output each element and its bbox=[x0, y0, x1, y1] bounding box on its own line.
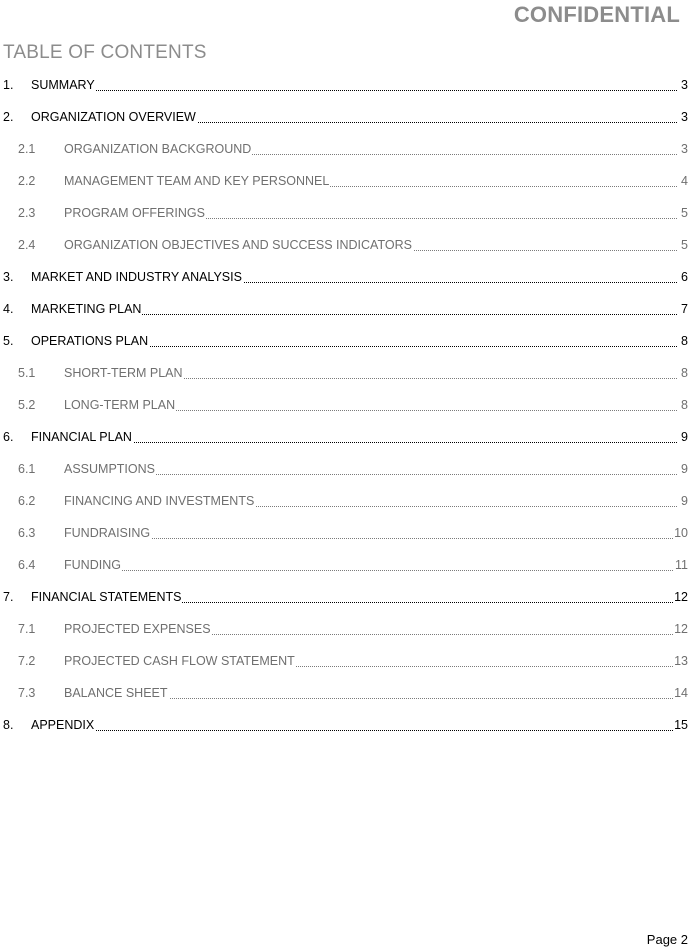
page-number: Page 2 bbox=[646, 932, 688, 947]
toc-entry[interactable] bbox=[0, 73, 691, 105]
toc-entry-title[interactable]: ASSUMPTIONS bbox=[64, 462, 155, 476]
toc-entry[interactable] bbox=[0, 137, 691, 169]
toc-entry-title[interactable]: MARKETING PLAN bbox=[31, 302, 142, 316]
toc-entry-page[interactable]: 14 bbox=[674, 686, 688, 700]
toc-entry-page[interactable]: 9 bbox=[681, 462, 688, 476]
toc-entry[interactable] bbox=[0, 649, 691, 681]
toc-entry-title[interactable]: PROGRAM OFFERINGS bbox=[64, 206, 205, 220]
toc-entry-page[interactable]: 9 bbox=[681, 494, 688, 508]
toc-dot-leader bbox=[64, 569, 677, 571]
toc-entry[interactable] bbox=[0, 329, 691, 361]
toc-entry-title[interactable]: PROJECTED EXPENSES bbox=[64, 622, 211, 636]
toc-entry-number: 5. bbox=[3, 334, 14, 348]
toc-entry-page[interactable]: 7 bbox=[681, 302, 688, 316]
toc-entry[interactable] bbox=[0, 457, 691, 489]
toc-entry-title[interactable]: FINANCING AND INVESTMENTS bbox=[64, 494, 255, 508]
toc-entry[interactable] bbox=[0, 201, 691, 233]
toc-entry[interactable] bbox=[0, 233, 691, 265]
toc-dot-leader bbox=[31, 89, 677, 91]
toc-entry[interactable] bbox=[0, 713, 691, 745]
toc-entry-title[interactable]: ORGANIZATION OBJECTIVES AND SUCCESS INDICATORS bbox=[64, 238, 412, 252]
toc-entry[interactable] bbox=[0, 297, 691, 329]
toc-entry-number: 8. bbox=[3, 718, 14, 732]
toc-entry-number: 6.3 bbox=[18, 526, 36, 540]
toc-dot-leader bbox=[31, 729, 677, 731]
toc-entry-title[interactable]: LONG-TERM PLAN bbox=[64, 398, 176, 412]
toc-entry-number: 6.1 bbox=[18, 462, 36, 476]
toc-entry-number: 1. bbox=[3, 78, 14, 92]
toc-entry-number: 6. bbox=[3, 430, 14, 444]
toc-entry-page[interactable]: 12 bbox=[674, 622, 688, 636]
toc-entry-page[interactable]: 4 bbox=[681, 174, 688, 188]
toc-entry-page[interactable]: 8 bbox=[681, 398, 688, 412]
toc-entry-number: 7.3 bbox=[18, 686, 36, 700]
toc-entry-title[interactable]: ORGANIZATION OVERVIEW bbox=[31, 110, 196, 124]
toc-entry-number: 5.1 bbox=[18, 366, 36, 380]
toc-entry-page[interactable]: 13 bbox=[674, 654, 688, 668]
toc-entry-number: 2.3 bbox=[18, 206, 36, 220]
toc-entry-title[interactable]: FUNDRAISING bbox=[64, 526, 151, 540]
toc-entry-title[interactable]: MARKET AND INDUSTRY ANALYSIS bbox=[31, 270, 242, 284]
toc-title: TABLE OF CONTENTS bbox=[3, 42, 207, 63]
toc-entry-title[interactable]: BALANCE SHEET bbox=[64, 686, 168, 700]
toc-entry[interactable] bbox=[0, 585, 691, 617]
toc-entry-title[interactable]: PROJECTED CASH FLOW STATEMENT bbox=[64, 654, 295, 668]
toc-entry-page[interactable]: 3 bbox=[681, 78, 688, 92]
toc-entry-title[interactable]: APPENDIX bbox=[31, 718, 95, 732]
toc-entry-page[interactable]: 11 bbox=[675, 558, 688, 572]
toc-entry-page[interactable]: 10 bbox=[674, 526, 688, 540]
toc-entry[interactable] bbox=[0, 393, 691, 425]
toc-entry-title[interactable]: ORGANIZATION BACKGROUND bbox=[64, 142, 252, 156]
toc-entry[interactable] bbox=[0, 169, 691, 201]
toc-entry[interactable] bbox=[0, 425, 691, 457]
toc-entry-page[interactable]: 12 bbox=[674, 590, 688, 604]
toc-entry-number: 4. bbox=[3, 302, 14, 316]
toc-entry-title[interactable]: OPERATIONS PLAN bbox=[31, 334, 149, 348]
toc-entry-title[interactable]: FINANCIAL PLAN bbox=[31, 430, 132, 444]
toc-entry-title[interactable]: SUMMARY bbox=[31, 78, 95, 92]
toc-entry-page[interactable]: 3 bbox=[681, 142, 688, 156]
toc-entry-title[interactable]: MANAGEMENT TEAM AND KEY PERSONNEL bbox=[64, 174, 330, 188]
toc-entry[interactable] bbox=[0, 681, 691, 713]
toc-entry[interactable] bbox=[0, 553, 691, 585]
toc-entry-number: 7. bbox=[3, 590, 14, 604]
toc-entry[interactable] bbox=[0, 617, 691, 649]
toc-entry-page[interactable]: 5 bbox=[681, 238, 688, 252]
toc-entry[interactable] bbox=[0, 521, 691, 553]
toc-entry[interactable] bbox=[0, 265, 691, 297]
toc-entry[interactable] bbox=[0, 361, 691, 393]
toc-entry-number: 7.1 bbox=[18, 622, 36, 636]
toc-entry-title[interactable]: FINANCIAL STATEMENTS bbox=[31, 590, 182, 604]
confidential-header: CONFIDENTIAL bbox=[513, 2, 680, 27]
toc-entry-page[interactable]: 5 bbox=[681, 206, 688, 220]
toc-entry[interactable] bbox=[0, 489, 691, 521]
toc-dot-leader bbox=[64, 537, 677, 539]
toc-entry-number: 6.2 bbox=[18, 494, 36, 508]
toc-entry-page[interactable]: 8 bbox=[681, 366, 688, 380]
toc-list bbox=[0, 73, 691, 745]
toc-entry-title[interactable]: SHORT-TERM PLAN bbox=[64, 366, 183, 380]
toc-entry-number: 2.2 bbox=[18, 174, 36, 188]
toc-entry-number: 7.2 bbox=[18, 654, 36, 668]
toc-entry-number: 5.2 bbox=[18, 398, 36, 412]
toc-entry-page[interactable]: 15 bbox=[674, 718, 688, 732]
toc-entry-page[interactable]: 3 bbox=[681, 110, 688, 124]
toc-entry-title[interactable]: FUNDING bbox=[64, 558, 121, 572]
toc-entry-page[interactable]: 8 bbox=[681, 334, 688, 348]
toc-entry-number: 6.4 bbox=[18, 558, 36, 572]
toc-entry-page[interactable]: 6 bbox=[681, 270, 688, 284]
toc-entry-number: 3. bbox=[3, 270, 14, 284]
toc-entry-number: 2.1 bbox=[18, 142, 36, 156]
toc-entry[interactable] bbox=[0, 105, 691, 137]
toc-entry-page[interactable]: 9 bbox=[681, 430, 688, 444]
toc-entry-number: 2.4 bbox=[18, 238, 36, 252]
toc-entry-number: 2. bbox=[3, 110, 14, 124]
